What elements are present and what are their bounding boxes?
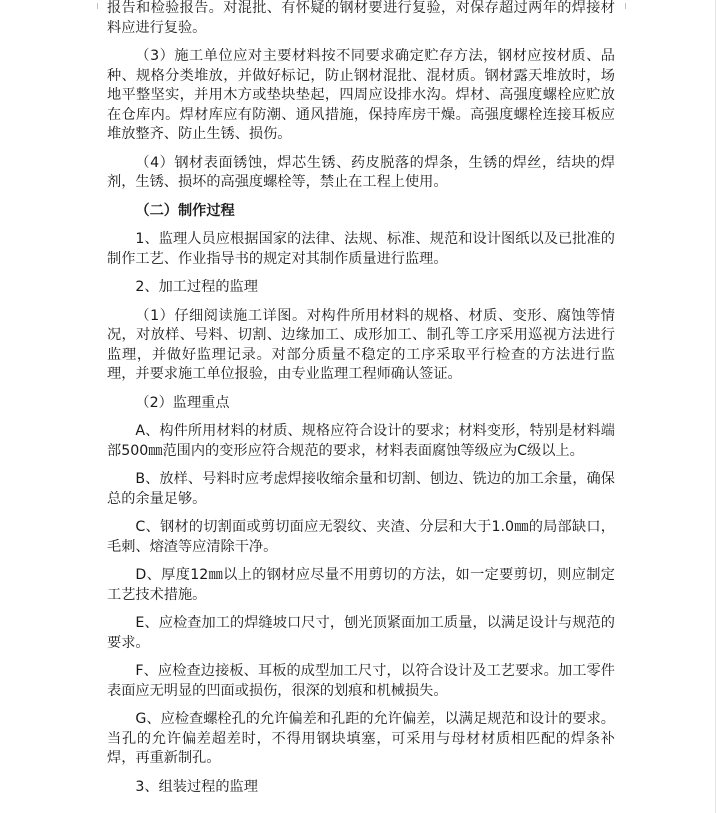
subheading-assembly-supervision: 3、组装过程的监理: [135, 778, 258, 795]
item-e-weld-groove: E、应检查加工的焊缝坡口尺寸，刨光顶紧面加工质量，以满足设计与规范的要求。: [107, 615, 615, 651]
section-heading-fabrication-process: （二）制作过程: [135, 202, 235, 219]
item-f-connection-plates: F、应检查边接板、耳板的成型加工尺寸，以符合设计及工艺要求。加工零件表面应无明显的凹面或损伤，很深的划痕和机械损失。: [107, 663, 615, 699]
item-g-bolt-holes: G、应检查螺栓孔的允许偏差和孔距的允许偏差，以满足规范和设计的要求。当孔的允许偏差超差时，不得用钢块填塞，可采用与母材材质相匹配的焊条补焊，再重新制孔。: [107, 711, 615, 767]
paragraph-prohibited-materials: （4）钢材表面锈蚀，焊芯生锈、药皮脱落的焊条，生锈的焊丝，结块的焊剂，生锈、损坏的高强度螺栓等，禁止在工程上使用。: [107, 154, 615, 191]
subheading-supervision-focus: （2）监理重点: [135, 394, 230, 411]
page-corner-mark-right: [625, 3, 626, 9]
item-d-thick-steel-cutting: D、厚度12㎜以上的钢材应尽量不用剪切的方法，如一定要剪切，则应制定工艺技术措施。: [107, 567, 615, 603]
item-c-cut-surface: C、钢材的切割面或剪切面应无裂纹、夹渣、分层和大于1.0㎜的局部缺口，毛刺、熔渣等应清除干净。: [107, 519, 615, 555]
paragraph-material-report-continuation: 报告和检验报告。对混批、有怀疑的钢材要进行复验，对保存超过两年的焊接材料应进行复验。: [107, 0, 615, 36]
item-a-material-spec: A、构件所用材料的材质、规格应符合设计的要求；材料变形，特别是材料端部500㎜范围内的变形应符合规范的要求，材料表面腐蚀等级应为C级以上。: [107, 423, 615, 459]
paragraph-storage-method: （3）施工单位应对主要材料按不同要求确定贮存方法，钢材应按材质、品种、规格分类堆放，并做好标记，防止钢材混批、混材质。钢材露天堆放时，场地平整坚实，并用木方或垫块垫起，四周应设排水沟。焊材、高强度螺栓应贮放在仓库内。焊材库应有防潮、通风措施，保持库房干燥。高强度螺栓连接耳板应堆放整齐、防止生锈、损伤。: [107, 47, 615, 143]
paragraph-read-shop-drawings: （1）仔细阅读施工详图。对构件所用材料的规格、材质、变形、腐蚀等情况，对放样、号料、切割、边缘加工、成形加工、制孔等工序采用巡视方法进行监理，并做好监理记录。对部分质量不稳定的工序采取平行检查的方法进行监理，并要求施工单位报验，由专业监理工程师确认签证。: [107, 307, 615, 383]
document-body: [107, 0, 615, 806]
item-b-layout-allowance: B、放样、号料时应考虑焊接收缩余量和切割、刨边、铣边的加工余量，确保总的余量足够。: [107, 471, 615, 507]
page-corner-mark-left: [97, 3, 98, 9]
paragraph-supervision-basis: 1、监理人员应根据国家的法律、法规、标准、规范和设计图纸以及已批准的制作工艺、作业指导书的规定对其制作质量进行监理。: [107, 231, 615, 267]
subheading-processing-supervision: 2、加工过程的监理: [135, 279, 258, 296]
